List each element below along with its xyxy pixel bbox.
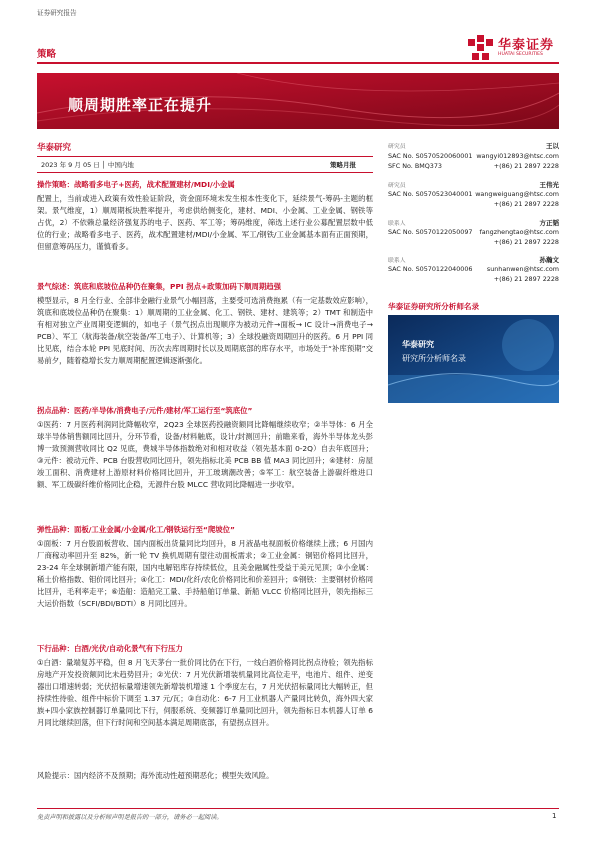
category-label: 策略 [37, 49, 57, 60]
analyst-role: 研究员 [388, 183, 406, 189]
huatai-logo [468, 34, 566, 64]
analyst-role: 联系人 [388, 258, 406, 264]
analyst-email[interactable]: wangweiguang@htsc.com [475, 190, 559, 198]
section-title-overview: 景气综述：筑底和底坡位品种仍在聚集，PPI 拐点+政策加码下顺周期趋强 [37, 282, 282, 291]
header-divider [37, 62, 559, 64]
section-body-elastic: ①面板：7 月台股面板营收、国内面板出货量同比均回升，8 月液晶电视面板价格继续上涨；6 月国内厂商稼动率回升至 82%，新一轮 TV 换机周期有望往动面板需求；②工业金属：铜铝价格同比回升，23-24 年全球铜新增产能有限，国内电解铝库存持续低位，且美金融属性受益于美元见顶；③小金属：稀土价格指数、钼价同比回升；④化工：MDI/化纤/农化价格同比和价差回升；⑤钢铁：主要钢材价格同比回升，毛利率走平；⑥造船：造船完工量、手持船舶订单量、新船 VLCC 价格同比回升，领先指标三大运价指数（SCFI/BDI/BDTI）8 月同比回升。 [37, 539, 373, 609]
huatai-logo-mark-icon [468, 35, 494, 61]
report-type-label: 证券研究报告 [37, 9, 77, 17]
risk-warning: 风险提示：国内经济不及预期；海外流动性超预期恶化；模型失效风险。 [37, 771, 274, 780]
section-body-downside: ①白酒：量端复苏平稳，但 8 月飞天茅台一批价同比仍在下行，一线白酒价格同比拐点待验；领先指标房地产开发投资额同比未趋势回升；②光伏：7 月光伏新增装机量同比高位走平，电池片、组件、逆变器出口增速转弱；光伏招标量增速领先新增装机增速 1 个季度左右，7 月光伏招标量同比大幅转正，但持续性待验、组件中标价下调至 1.37 元/瓦；③自动化：6-7 月工业机器人产量同比转负，海外四大家族+四小家族控制器订单量同比下行，伺服系统、变频器订单量同比回升，领先指标日本机器人订单 6 月同比继续回落，但下行时间和空间基本满足周期底部，有望拐点回升。 [37, 658, 373, 728]
section-title-downside: 下行品种：白酒/光伏/自动化景气有下行压力 [37, 644, 183, 653]
promo-card[interactable] [388, 315, 559, 403]
analyst-email[interactable]: wangyi012893@htsc.com [476, 152, 559, 160]
analyst-email[interactable]: sunhanwen@htsc.com [486, 265, 559, 273]
analyst-phone: +(86) 21 2897 2228 [493, 162, 559, 170]
org-divider [37, 156, 373, 157]
analyst-name: 孙瀚文 [539, 256, 559, 264]
page-title: 顺周期胜率正在提升 [68, 96, 213, 114]
analyst-block-2 [388, 180, 559, 216]
analyst-sac: SAC No. S0570122050097 [388, 228, 473, 236]
section-body-overview: 模型显示，8 月全行业、全部非金融行业景气小幅回落，主要受可选消费拖累（有一定基数效应影响），筑底和底坡位品种仍在聚集：1）顺周期的工业金属、化工、钢铁、建材、建筑等；2）TMT 和制造中有相对独立产业周期变逻辑的，如电子（景气拐点出现顺序为被动元件→面板→ IC 设计→消费电子→ PCB）、军工（航海装备/航空装备/军工电子）、计算机等；3）全球投融资周期回升的医药。6 月 PPI 同比见底，结合本轮 PPI 见底时间、历次去库周期时长以及周期底部的库存水平，市场处于“补库预期”交易前夕，随着稳增长发力顺周期配置逻辑逐渐强化。 [37, 296, 373, 366]
analyst-phone: +(86) 21 2897 2228 [493, 200, 559, 208]
analyst-phone: +(86) 21 2897 2228 [493, 275, 559, 283]
analyst-email[interactable]: fangzhengtao@htsc.com [479, 228, 559, 236]
analyst-sfc: SFC No. BMQ373 [388, 162, 442, 170]
footer-disclaimer: 免责声明和披露以及分析师声明是报告的一部分，请务必一起阅读。 [37, 814, 223, 821]
logo-cn-text: 华泰证券 [498, 38, 555, 53]
section-title-inflection: 拐点品种：医药/半导体/消费电子/元件/建材/军工运行至“筑底位” [37, 406, 253, 415]
date-divider [37, 172, 373, 173]
analyst-sac: SAC No. S0570520060001 [388, 152, 473, 160]
logo-en-text: HUATAI SECURITIES [498, 52, 543, 57]
analyst-sac: SAC No. S0570122040006 [388, 265, 473, 273]
analyst-sac: SAC No. S0570523040001 [388, 190, 473, 198]
analyst-block-4 [388, 255, 559, 291]
analyst-role: 联系人 [388, 221, 406, 227]
analyst-block-3 [388, 218, 559, 254]
promo-line2: 研究所分析师名录 [402, 354, 466, 363]
page-number: 1 [552, 812, 557, 820]
promo-line1: 华泰研究 [402, 340, 434, 349]
analyst-name: 方正韬 [539, 219, 559, 227]
analyst-phone: +(86) 21 2897 2228 [493, 238, 559, 246]
report-kind: 策略月报 [330, 161, 356, 169]
analyst-name: 王伟光 [539, 181, 559, 189]
date-line: 2023 年 9 月 05 日 │ 中国内地 [41, 161, 134, 169]
section-title-strategy: 操作策略：战略看多电子+医药，战术配置建材/MDI/小金属 [37, 180, 235, 189]
footer-divider [37, 808, 559, 809]
section-body-inflection: ①医药：7 月医药利润同比降幅收窄，2Q23 全球医药投融资额同比降幅继续收窄；②半导体：6 月全球半导体销售额同比回升，分环节看，设备/材料触底，设计/封测回升；前瞻来看，海外半导体龙头彭博一致预测营收同比 Q2 见底，费城半导体指数绝对和相对收益（领先基本面 0-2Q）自去年底回升；③元件：被动元件、PCB 台股营收同比回升，领先指标北美 PCB BB 值 MA3 同比回升；④建材：房屋竣工面积、消费建材上游原材料价格同比回升，开工玻璃潮改善；⑤军工：航空装备上游碳纤维进口额、军工级碳纤维价格同比企稳，无源件台股 MLCC 营收同比降幅进一步收窄。 [37, 420, 373, 490]
promo-title: 华泰证券研究所分析师名录 [388, 302, 480, 311]
org-label: 华泰研究 [37, 143, 72, 153]
section-title-elastic: 弹性品种：面板/工业金属/小金属/化工/钢铁运行至“爬坡位” [37, 525, 235, 534]
section-body-strategy: 配置上，当前或进入政策有效性验证阶段，资金面环境未发生根本性变化下，延续景气-筹码-主题的框架。景气维度，1）顺周期板块胜率提升，考虑供给侧变化，建材、MDI、小金属、工业金属、钢铁等占优，2）不依赖总量经济强复苏的电子、医药、军工等；筹码维度，筛选上述行业公募配置层数中低位的行业；战略看多电子、医药，战术配置建材/MDI/小金属、军工/钢铁/工业金属基本面有正面预期，但留意筹码压力，谨慎看多。 [37, 194, 373, 252]
analyst-role: 研究员 [388, 144, 406, 150]
analyst-name: 王以 [546, 142, 559, 150]
